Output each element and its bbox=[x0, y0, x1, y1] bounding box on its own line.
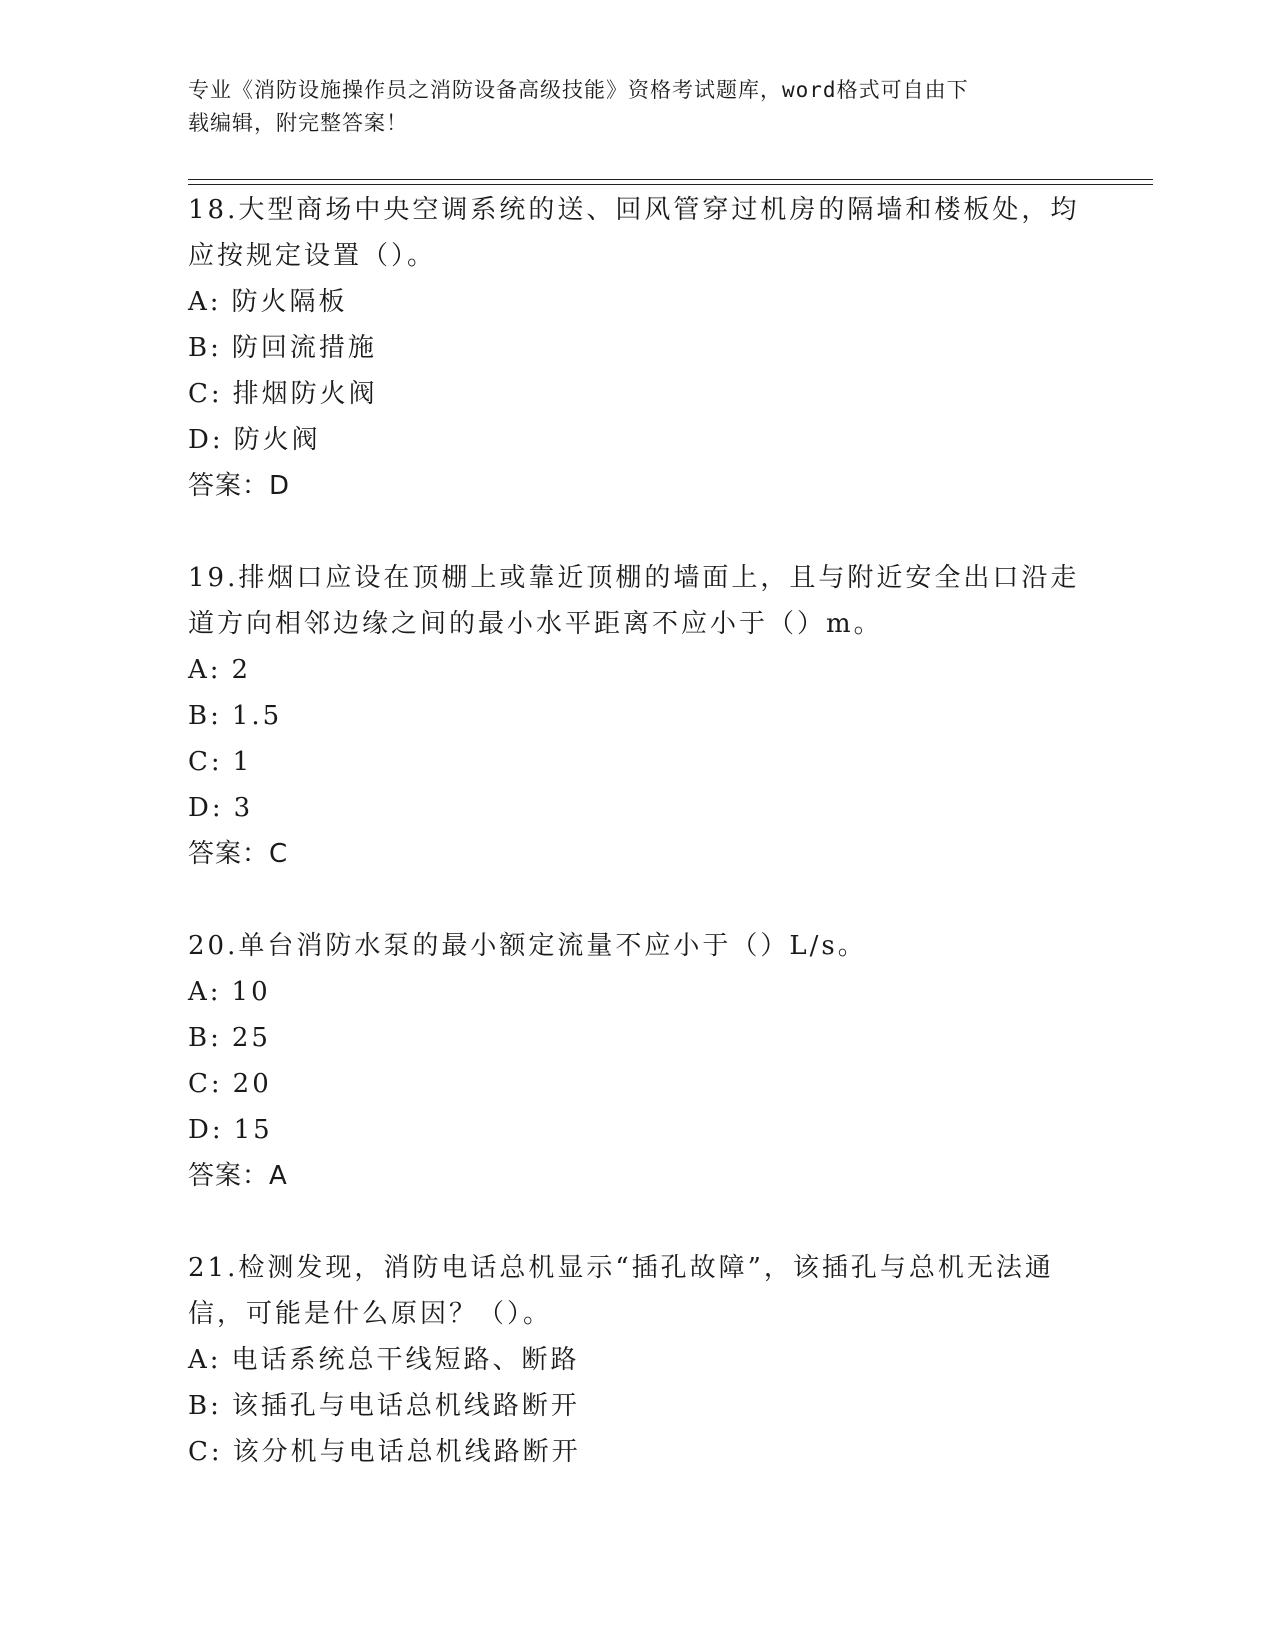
question-stem-line: 应按规定设置（）。 bbox=[188, 241, 437, 271]
option-letter: B: bbox=[188, 333, 222, 363]
question-20 bbox=[188, 923, 1088, 1199]
option-text: 防火隔板 bbox=[231, 287, 348, 317]
option-c bbox=[188, 1061, 1088, 1107]
question-stem-line: 信，可能是什么原因？（）。 bbox=[188, 1299, 553, 1329]
header-line-1: 专业《消防设施操作员之消防设备高级技能》资格考试题库，word格式可自由下 bbox=[188, 78, 969, 102]
option-letter: D: bbox=[188, 1115, 224, 1145]
option-letter: C: bbox=[188, 747, 223, 777]
question-18 bbox=[188, 187, 1088, 509]
option-text: 15 bbox=[233, 1115, 273, 1145]
option-letter: A: bbox=[188, 287, 222, 317]
option-letter: B: bbox=[188, 1023, 222, 1053]
option-a bbox=[188, 279, 1088, 325]
option-letter: C: bbox=[188, 1069, 223, 1099]
option-letter: B: bbox=[188, 1391, 222, 1421]
option-letter: C: bbox=[188, 1437, 223, 1467]
question-spacer bbox=[188, 509, 1088, 555]
answer-line: 答案：D bbox=[188, 471, 291, 501]
question-stem-line: 21.检测发现，消防电话总机显示“插孔故障”，该插孔与总机无法通 bbox=[188, 1253, 1054, 1283]
option-text: 20 bbox=[232, 1069, 272, 1099]
header-divider-bottom bbox=[188, 184, 1153, 185]
option-d bbox=[188, 417, 1088, 463]
document-header bbox=[188, 74, 1088, 140]
question-stem bbox=[188, 923, 1088, 969]
option-letter: B: bbox=[188, 701, 222, 731]
header-line-2: 载编辑，附完整答案！ bbox=[188, 111, 408, 135]
option-d bbox=[188, 785, 1088, 831]
option-text: 防火阀 bbox=[233, 425, 321, 455]
option-b bbox=[188, 693, 1088, 739]
question-stem bbox=[188, 555, 1088, 647]
question-19 bbox=[188, 555, 1088, 877]
option-letter: A: bbox=[188, 977, 222, 1007]
option-letter: A: bbox=[188, 655, 222, 685]
option-a bbox=[188, 969, 1088, 1015]
option-letter: D: bbox=[188, 793, 224, 823]
option-c bbox=[188, 371, 1088, 417]
option-a bbox=[188, 1337, 1088, 1383]
option-b bbox=[188, 1383, 1088, 1429]
question-stem bbox=[188, 187, 1088, 279]
header-divider-top bbox=[188, 179, 1153, 180]
question-list bbox=[188, 187, 1088, 1475]
question-spacer bbox=[188, 1199, 1088, 1245]
question-stem-line: 20.单台消防水泵的最小额定流量不应小于（）L/s。 bbox=[188, 931, 867, 961]
option-text: 1 bbox=[232, 747, 253, 777]
question-stem bbox=[188, 1245, 1088, 1337]
option-c bbox=[188, 1429, 1088, 1475]
option-text: 排烟防火阀 bbox=[232, 379, 378, 409]
option-a bbox=[188, 647, 1088, 693]
question-21 bbox=[188, 1245, 1088, 1475]
option-text: 电话系统总干线短路、断路 bbox=[231, 1345, 580, 1375]
option-letter: C: bbox=[188, 379, 223, 409]
option-d bbox=[188, 1107, 1088, 1153]
option-c bbox=[188, 739, 1088, 785]
question-stem-line: 19.排烟口应设在顶棚上或靠近顶棚的墙面上，且与附近安全出口沿走 bbox=[188, 563, 1080, 593]
option-text: 该分机与电话总机线路断开 bbox=[232, 1437, 581, 1467]
option-text: 1.5 bbox=[231, 701, 283, 731]
option-text: 10 bbox=[231, 977, 271, 1007]
option-letter: A: bbox=[188, 1345, 222, 1375]
answer-line: 答案：C bbox=[188, 839, 289, 869]
option-text: 3 bbox=[233, 793, 254, 823]
option-letter: D: bbox=[188, 425, 224, 455]
question-stem-line: 道方向相邻边缘之间的最小水平距离不应小于（）m。 bbox=[188, 609, 883, 639]
option-b bbox=[188, 1015, 1088, 1061]
question-stem-line: 18.大型商场中央空调系统的送、回风管穿过机房的隔墙和楼板处，均 bbox=[188, 195, 1080, 225]
question-spacer bbox=[188, 877, 1088, 923]
option-b bbox=[188, 325, 1088, 371]
option-text: 2 bbox=[231, 655, 252, 685]
answer-line: 答案：A bbox=[188, 1161, 288, 1191]
option-text: 防回流措施 bbox=[231, 333, 377, 363]
option-text: 25 bbox=[231, 1023, 271, 1053]
option-text: 该插孔与电话总机线路断开 bbox=[231, 1391, 580, 1421]
